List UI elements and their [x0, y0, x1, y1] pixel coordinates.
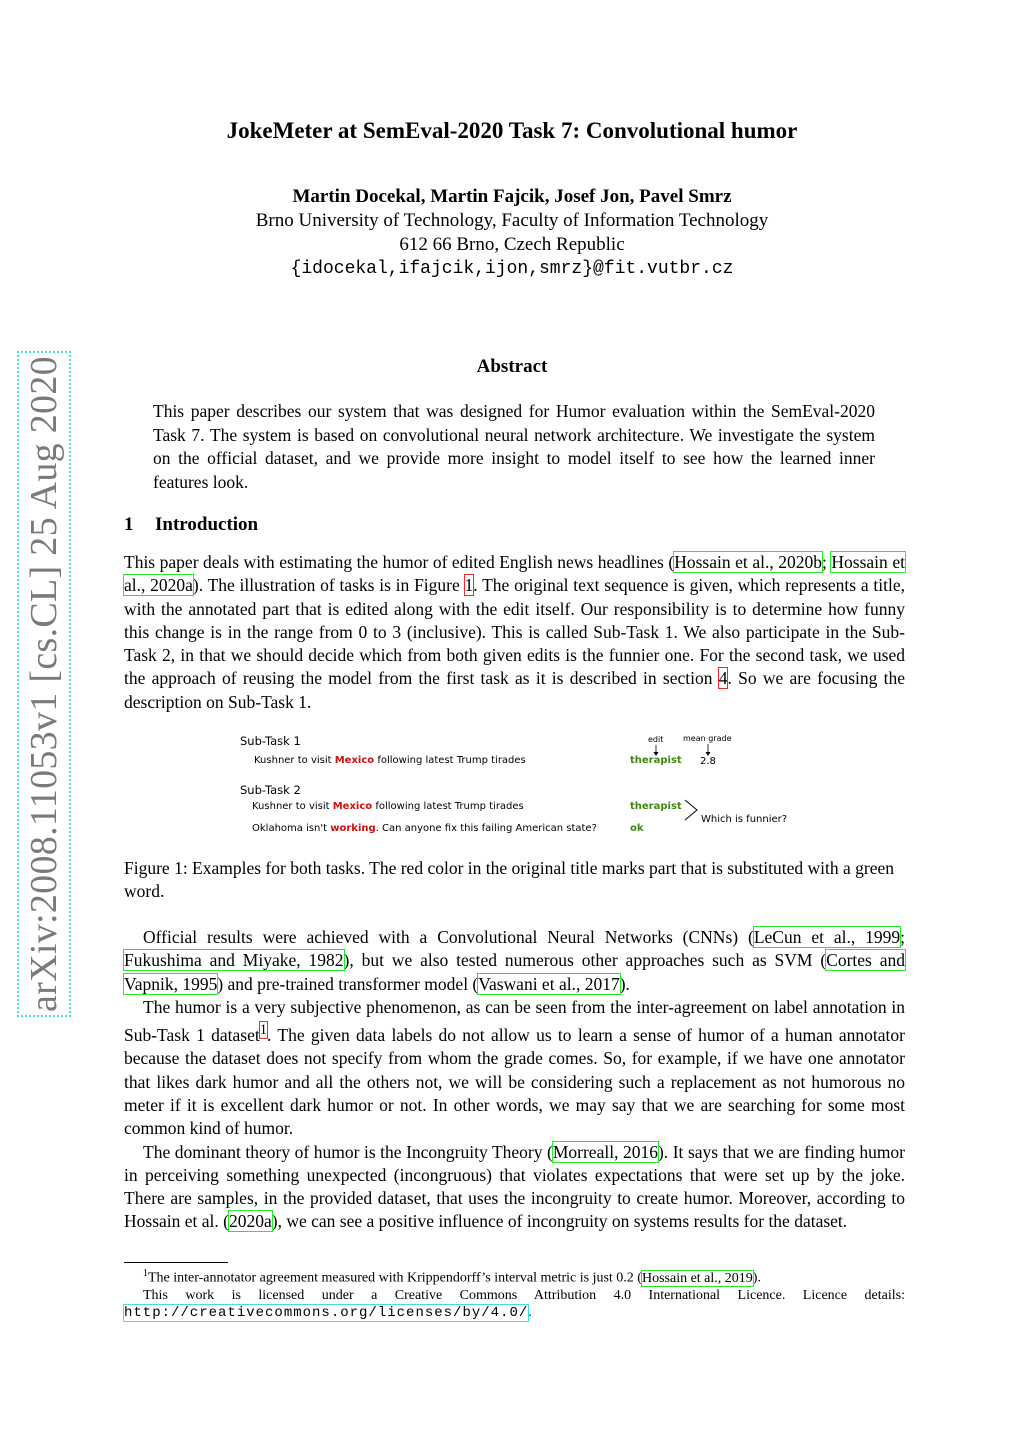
license-url-link[interactable]: http://creativecommons.org/licenses/by/4.0/ [124, 1304, 529, 1321]
subtask2-headline-1 [252, 801, 524, 812]
subtask1-label: Sub-Task 1 [240, 734, 301, 748]
paper-title: JokeMeter at SemEval-2020 Task 7: Convolutional humor [226, 118, 798, 143]
intro-paragraph-1 [124, 551, 905, 714]
intro-paragraph-3 [124, 996, 905, 1141]
subtask1-edit-word: therapist [630, 755, 682, 766]
text-run: ). It says that we are finding humor in perceiving something unexpected (incongruous) that violates expectations that were set up by the joke. There are samples, in the provided dataset, that uses the incongruity to create humor. Moreover, according to Hossain et al. ( [124, 1141, 906, 1232]
citation-link[interactable]: 2020a [228, 1211, 272, 1232]
author-email: {idocekal,ifajcik,ijon,smrz}@fit.vutbr.cz [290, 259, 734, 279]
subtask1-grade: 2.8 [700, 756, 716, 767]
section-number: 1 [124, 514, 134, 535]
mean-grade-column-label: mean grade [683, 734, 732, 743]
figure-1 [238, 730, 798, 840]
headline-text: . Can anyone fix this failing American state? [375, 823, 597, 834]
author-affiliation: Brno University of Technology, Faculty of Information Technology [255, 210, 769, 231]
abstract-text: This paper describes our system that was designed for Humor evaluation within the SemEval-2020 Task 7. The system is based on convolutional neural network architecture. We investigate the system on the official dataset, and we provide more insight to model itself to see how the learned inner features look. [153, 401, 875, 492]
citation-link[interactable]: Vaswani et al., 2017 [478, 973, 620, 994]
headline-text: Oklahoma isn't [252, 823, 331, 834]
headline-text: Kushner to visit [252, 801, 333, 812]
text-run: . So we are focusing the description on Sub-Task 1. [124, 668, 905, 712]
text-run: ; [822, 552, 832, 572]
footnote-rule [124, 1262, 228, 1263]
section-heading-introduction [124, 514, 258, 536]
headline-text: following latest Trump tirades [372, 801, 524, 812]
author-block [0, 185, 1024, 281]
replaced-word: working [330, 823, 376, 834]
text-run: . [528, 1304, 532, 1320]
replaced-word: Mexico [332, 801, 373, 812]
headline-text: Kushner to visit [254, 755, 335, 766]
citation-link[interactable]: Hossain et al., 2019 [641, 1270, 753, 1286]
intro-paragraph-4 [124, 1141, 905, 1234]
subtask2-edit-word-2: ok [630, 823, 644, 834]
text-run: . The original text sequence is given, which represents a title, with the annotated part that is edited along with the edit itself. Our responsibility is to determine how funny this change is in the range from 0 to 3 (inclusive). This is called Sub-Task 1. We also participate in the Sub-Task 2, in that we should decide which from both given edits is the funnier one. For the second task, we used the approach of reusing the model from the first task as it is described in section [124, 575, 905, 689]
subtask1-headline [254, 755, 526, 766]
abstract-heading: Abstract [476, 356, 548, 377]
subtask2-edit-word-1: therapist [630, 801, 682, 812]
edit-column-label: edit [648, 735, 664, 744]
footnote-1 [124, 1265, 905, 1287]
intro-paragraph-2 [124, 926, 905, 996]
intro-paragraphs-2-4 [124, 926, 905, 1234]
citation-link[interactable]: Fukushima and Miyake, 1982 [124, 950, 344, 971]
text-run: ; [900, 927, 906, 947]
subtask2-label: Sub-Task 2 [240, 783, 301, 797]
text-run: ) and pre-trained transformer model ( [217, 973, 479, 994]
citation-link[interactable]: Cortes and Vapnik, 1995 [124, 950, 905, 994]
section-ref-link[interactable]: 4 [718, 668, 728, 689]
figure-ref-link[interactable]: 1 [464, 575, 474, 596]
citation-link[interactable]: Hossain et al., 2020b [674, 552, 822, 572]
which-funnier-label: Which is funnier? [701, 814, 788, 825]
text-run: ), we can see a positive influence of incongruity on systems results for the dataset. [271, 1211, 848, 1232]
author-names: Martin Docekal, Martin Fajcik, Josef Jon, Pavel Smrz [292, 186, 732, 207]
replaced-word: Mexico [334, 755, 375, 766]
text-run: ). The illustration of tasks is in Figure [192, 575, 465, 596]
footnotes [124, 1265, 905, 1322]
text-run: The humor is a very subjective phenomenon, as can be seen from the inter-agreement on label annotation in Sub-Task 1 dataset [124, 996, 905, 1046]
text-run: . The given data labels do not allow us to learn a sense of humor of a human annotator because the dataset does not specify from whom the grade comes. So, for example, if we have one annotator that likes dark humor and all the others not, we will be considering such a replacement as not humorous no meter if it is excellent dark humor or not. In other words, we may say that we are searching for some most common kind of humor. [124, 1025, 905, 1139]
headline-text: following latest Trump tirades [374, 755, 526, 766]
text-run: ). [619, 973, 630, 994]
subtask2-headline-2 [252, 823, 597, 834]
arxiv-identifier[interactable]: arXiv:2008.11053v1 [cs.CL] 25 Aug 2020 [23, 356, 65, 1012]
section-title: Introduction [155, 514, 259, 535]
author-address: 612 66 Brno, Czech Republic [399, 234, 625, 255]
text-run: The dominant theory of humor is the Incongruity Theory ( [143, 1141, 553, 1162]
text-run: This paper deals with estimating the humor of edited English news headlines ( [124, 552, 675, 572]
text-run: Official results were achieved with a Convolutional Neural Networks (CNNs) ( [143, 927, 754, 947]
text-run: ). [752, 1270, 761, 1286]
citation-link[interactable]: Morreall, 2016 [552, 1141, 658, 1162]
citation-link[interactable]: Hossain et al., 2020a [124, 552, 905, 596]
citation-link[interactable]: LeCun et al., 1999 [753, 927, 901, 947]
text-run: ), but we also tested numerous other approaches such as SVM ( [343, 950, 827, 971]
license-note [124, 1287, 905, 1322]
figure-1-caption: Figure 1: Examples for both tasks. The red color in the original title marks part that is substituted with a green word. [124, 858, 894, 902]
text-run: The inter-annotator agreement measured with Krippendorff’s interval metric is just 0.2 ( [148, 1270, 642, 1286]
text-run: This work is licensed under a Creative Commons Attribution 4.0 International Licence. Licence details: [143, 1287, 905, 1303]
footnote-mark: 1 [143, 1268, 148, 1279]
footnote-ref-link[interactable]: 1 [259, 1022, 268, 1039]
